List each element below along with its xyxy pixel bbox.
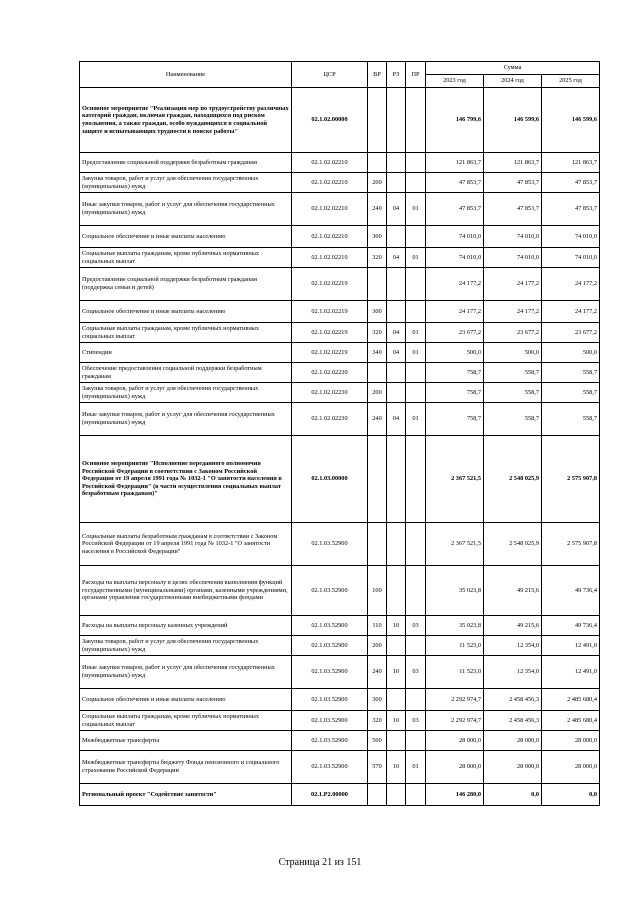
table-row [80,88,600,153]
cell-csr: 02.1.02.02219 [292,323,368,343]
cell-pr [406,363,426,383]
cell-pr: 03 [406,711,426,731]
table-row [80,343,600,363]
cell-sum-2025: 23 677,2 [542,323,600,343]
cell-sum-2024: 74 010,0 [484,248,542,268]
cell-rz: 04 [387,323,406,343]
cell-rz [387,88,406,153]
header-sum: Сумма [426,62,600,75]
cell-rz [387,301,406,323]
cell-vr [368,363,387,383]
cell-sum-2023: 47 853,7 [426,173,484,193]
cell-csr: 02.1.02.02219 [292,268,368,301]
cell-sum-2025: 74 010,0 [542,226,600,248]
cell-csr: 02.1.02.02210 [292,153,368,173]
cell-sum-2024: 146 599,6 [484,88,542,153]
cell-sum-2023: 28 000,0 [426,731,484,751]
cell-csr: 02.1.03.00000 [292,436,368,523]
cell-sum-2025: 47 853,7 [542,193,600,226]
cell-vr: 200 [368,636,387,656]
cell-pr [406,636,426,656]
table-row [80,523,600,566]
cell-name: Социальное обеспечение и иные выплаты населению [80,226,292,248]
cell-rz [387,363,406,383]
cell-pr: 01 [406,751,426,784]
cell-vr: 110 [368,616,387,636]
cell-rz [387,153,406,173]
cell-csr: 02.1.03.52900 [292,751,368,784]
cell-csr: 02.1.02.02210 [292,193,368,226]
cell-sum-2023: 758,7 [426,403,484,436]
cell-pr: 01 [406,403,426,436]
cell-sum-2023: 758,7 [426,363,484,383]
cell-pr [406,689,426,711]
cell-rz: 04 [387,343,406,363]
table-row [80,436,600,523]
cell-rz: 04 [387,248,406,268]
cell-rz [387,436,406,523]
cell-csr: 02.1.02.02230 [292,363,368,383]
cell-vr [368,784,387,806]
cell-name: Иные закупки товаров, работ и услуг для обеспечения государственных (муниципальных) нужд [80,193,292,226]
table-row [80,268,600,301]
cell-sum-2024: 24 177,2 [484,268,542,301]
cell-sum-2025: 24 177,2 [542,301,600,323]
cell-sum-2024: 49 215,6 [484,566,542,616]
cell-sum-2023: 2 367 521,5 [426,436,484,523]
table-row [80,711,600,731]
cell-vr: 340 [368,343,387,363]
cell-sum-2023: 28 000,0 [426,751,484,784]
cell-vr: 240 [368,656,387,689]
cell-sum-2024: 2 548 025,9 [484,436,542,523]
cell-sum-2024: 558,7 [484,383,542,403]
cell-pr [406,436,426,523]
cell-sum-2025: 47 853,7 [542,173,600,193]
table-row [80,403,600,436]
cell-rz [387,689,406,711]
cell-name: Предоставление социальной поддержки безработным гражданам [80,153,292,173]
cell-sum-2025: 24 177,2 [542,268,600,301]
cell-pr [406,226,426,248]
cell-vr: 320 [368,323,387,343]
cell-csr: 02.1.02.02219 [292,343,368,363]
cell-csr: 02.1.02.02230 [292,403,368,436]
cell-vr: 100 [368,566,387,616]
cell-csr: 02.1.02.02210 [292,248,368,268]
cell-name: Социальные выплаты гражданам, кроме публичных нормативных социальных выплат [80,248,292,268]
table-row [80,751,600,784]
cell-pr [406,566,426,616]
table-row [80,193,600,226]
cell-rz [387,523,406,566]
cell-sum-2025: 558,7 [542,383,600,403]
cell-sum-2024: 23 677,2 [484,323,542,343]
header-csr: ЦСР [292,62,368,88]
cell-sum-2025: 0,0 [542,784,600,806]
cell-sum-2024: 47 853,7 [484,193,542,226]
cell-sum-2025: 12 491,0 [542,656,600,689]
cell-sum-2025: 2 485 680,4 [542,689,600,711]
cell-name: Социальные выплаты гражданам, кроме публичных нормативных социальных выплат [80,323,292,343]
cell-rz [387,173,406,193]
cell-rz [387,566,406,616]
cell-sum-2023: 146 280,0 [426,784,484,806]
table-row [80,656,600,689]
cell-name: Закупка товаров, работ и услуг для обеспечения государственных (муниципальных) нужд [80,636,292,656]
table-row [80,636,600,656]
cell-sum-2024: 24 177,2 [484,301,542,323]
cell-sum-2025: 49 736,4 [542,566,600,616]
table-row [80,248,600,268]
cell-vr: 200 [368,383,387,403]
cell-vr: 200 [368,173,387,193]
cell-vr: 300 [368,226,387,248]
cell-name: Межбюджетные трансферты бюджету Фонда пенсионного и социального страхования Российской Федерации [80,751,292,784]
cell-sum-2024: 2 458 456,3 [484,711,542,731]
cell-sum-2025: 121 863,7 [542,153,600,173]
cell-name: Основное мероприятие "Исполнение переданного полномочия Российской Федерации в соответствии с Законом Российской Федерации от 19 апреля 1991 года № 1032-1 "О занятости населения в Российской Федерации" (в части осуществления социальных выплат безработным гражданам)" [80,436,292,523]
cell-sum-2023: 24 177,2 [426,268,484,301]
cell-sum-2024: 0,0 [484,784,542,806]
cell-csr: 02.1.03.52900 [292,711,368,731]
cell-vr [368,88,387,153]
cell-sum-2023: 35 023,8 [426,566,484,616]
cell-csr: 02.1.02.00000 [292,88,368,153]
cell-csr: 02.1.03.52900 [292,616,368,636]
cell-name: Иные закупки товаров, работ и услуг для обеспечения государственных (муниципальных) нужд [80,656,292,689]
cell-name: Предоставление социальной поддержки безработным гражданам (поддержка семьи и детей) [80,268,292,301]
table-row [80,383,600,403]
cell-vr: 570 [368,751,387,784]
cell-sum-2023: 500,0 [426,343,484,363]
cell-pr [406,88,426,153]
cell-rz [387,226,406,248]
cell-sum-2023: 146 799,6 [426,88,484,153]
cell-name: Стипендии [80,343,292,363]
table-row [80,616,600,636]
cell-sum-2024: 49 215,6 [484,616,542,636]
cell-vr: 240 [368,403,387,436]
cell-sum-2024: 2 458 456,3 [484,689,542,711]
cell-pr: 01 [406,323,426,343]
cell-csr: 02.1.03.52900 [292,656,368,689]
cell-sum-2024: 47 853,7 [484,173,542,193]
table-row [80,689,600,711]
table-row [80,323,600,343]
cell-pr [406,731,426,751]
cell-sum-2023: 47 853,7 [426,193,484,226]
header-rz: РЗ [387,62,406,88]
cell-sum-2025: 2 575 907,8 [542,523,600,566]
cell-rz [387,731,406,751]
cell-sum-2024: 558,7 [484,363,542,383]
cell-sum-2023: 121 863,7 [426,153,484,173]
cell-name: Социальное обеспечение и иные выплаты населению [80,689,292,711]
cell-pr: 01 [406,343,426,363]
budget-table [79,61,600,806]
cell-rz: 04 [387,193,406,226]
cell-rz: 04 [387,403,406,436]
cell-pr [406,173,426,193]
cell-sum-2025: 2 575 907,8 [542,436,600,523]
cell-rz [387,383,406,403]
table-row [80,173,600,193]
cell-name: Социальные выплаты безработным гражданам в соответствии с Законом Российской Федерации от 19 апреля 1991 года № 1032-1 "О занятости населения в Российской Федерации" [80,523,292,566]
cell-sum-2024: 28 000,0 [484,751,542,784]
table-row [80,153,600,173]
header-name: Наименование [80,62,292,88]
cell-name: Социальные выплаты гражданам, кроме публичных нормативных социальных выплат [80,711,292,731]
cell-pr [406,301,426,323]
cell-sum-2024: 74 010,0 [484,226,542,248]
cell-csr: 02.1.02.02210 [292,226,368,248]
cell-pr: 03 [406,616,426,636]
header-year-2025: 2025 год [542,75,600,88]
table-row [80,363,600,383]
cell-csr: 02.1.03.52900 [292,731,368,751]
cell-sum-2024: 558,7 [484,403,542,436]
cell-sum-2025: 12 491,0 [542,636,600,656]
cell-sum-2024: 28 000,0 [484,731,542,751]
cell-vr [368,523,387,566]
cell-sum-2024: 12 354,0 [484,656,542,689]
cell-sum-2023: 11 523,0 [426,636,484,656]
cell-vr: 300 [368,689,387,711]
cell-sum-2023: 23 677,2 [426,323,484,343]
cell-rz: 10 [387,656,406,689]
cell-sum-2023: 2 292 974,7 [426,689,484,711]
cell-name: Социальное обеспечение и иные выплаты населению [80,301,292,323]
cell-sum-2025: 558,7 [542,363,600,383]
cell-rz [387,268,406,301]
cell-vr: 320 [368,248,387,268]
cell-rz [387,784,406,806]
table-row [80,301,600,323]
cell-vr: 500 [368,731,387,751]
cell-name: Расходы на выплаты персоналу казенных учреждений [80,616,292,636]
cell-sum-2023: 11 523,0 [426,656,484,689]
cell-pr [406,153,426,173]
cell-pr [406,523,426,566]
cell-csr: 02.1.02.02210 [292,173,368,193]
cell-sum-2023: 24 177,2 [426,301,484,323]
cell-name: Иные закупки товаров, работ и услуг для обеспечения государственных (муниципальных) нужд [80,403,292,436]
cell-vr [368,268,387,301]
table-row [80,784,600,806]
table-row [80,226,600,248]
cell-sum-2023: 2 292 974,7 [426,711,484,731]
cell-pr [406,383,426,403]
cell-rz: 10 [387,616,406,636]
cell-sum-2024: 2 548 025,9 [484,523,542,566]
cell-pr: 01 [406,193,426,226]
cell-csr: 02.1.03.52900 [292,523,368,566]
cell-csr: 02.1.03.52900 [292,636,368,656]
cell-pr [406,784,426,806]
cell-name: Основное мероприятие "Реализация мер по трудоустройству различных категорий граждан, включая граждан, находящихся под риском увольнения, а также граждан, особо нуждающихся в социальной защите и испытывающих трудности в поиске работы" [80,88,292,153]
cell-sum-2025: 28 000,0 [542,751,600,784]
table-row [80,731,600,751]
cell-sum-2025: 28 000,0 [542,731,600,751]
cell-rz: 10 [387,751,406,784]
cell-sum-2023: 74 010,0 [426,226,484,248]
cell-sum-2024: 12 354,0 [484,636,542,656]
cell-name: Обеспечение предоставления социальной поддержки безработным гражданам [80,363,292,383]
cell-sum-2024: 500,0 [484,343,542,363]
cell-name: Региональный проект "Содействие занятости" [80,784,292,806]
cell-vr: 300 [368,301,387,323]
cell-csr: 02.1.03.52900 [292,689,368,711]
cell-sum-2023: 758,7 [426,383,484,403]
cell-sum-2023: 35 023,8 [426,616,484,636]
cell-name: Межбюджетные трансферты [80,731,292,751]
cell-sum-2024: 121 863,7 [484,153,542,173]
cell-sum-2023: 2 367 521,5 [426,523,484,566]
page-number: Страница 21 из 151 [278,857,362,868]
header-vr: ВР [368,62,387,88]
table-body [80,88,600,806]
header-pr: ПР [406,62,426,88]
cell-sum-2025: 146 599,6 [542,88,600,153]
cell-vr [368,153,387,173]
cell-vr [368,436,387,523]
cell-name: Расходы на выплаты персоналу в целях обеспечения выполнения функций государственными (муниципальными) органами, казенными учреждениями, органами управления государственными внебюджетными фондами [80,566,292,616]
cell-pr: 03 [406,656,426,689]
cell-sum-2025: 49 736,4 [542,616,600,636]
cell-pr [406,268,426,301]
cell-sum-2025: 2 485 680,4 [542,711,600,731]
cell-csr: 02.1.02.02219 [292,301,368,323]
cell-rz: 10 [387,711,406,731]
cell-name: Закупка товаров, работ и услуг для обеспечения государственных (муниципальных) нужд [80,173,292,193]
cell-sum-2025: 500,0 [542,343,600,363]
cell-pr: 01 [406,248,426,268]
cell-vr: 320 [368,711,387,731]
table-row [80,566,600,616]
cell-name: Закупка товаров, работ и услуг для обеспечения государственных (муниципальных) нужд [80,383,292,403]
cell-csr: 02.1.P2.00000 [292,784,368,806]
cell-sum-2025: 74 010,0 [542,248,600,268]
cell-vr: 240 [368,193,387,226]
cell-csr: 02.1.03.52900 [292,566,368,616]
cell-sum-2025: 558,7 [542,403,600,436]
header-year-2024: 2024 год [484,75,542,88]
cell-csr: 02.1.02.02230 [292,383,368,403]
header-year-2023: 2023 год [426,75,484,88]
cell-rz [387,636,406,656]
cell-sum-2023: 74 010,0 [426,248,484,268]
